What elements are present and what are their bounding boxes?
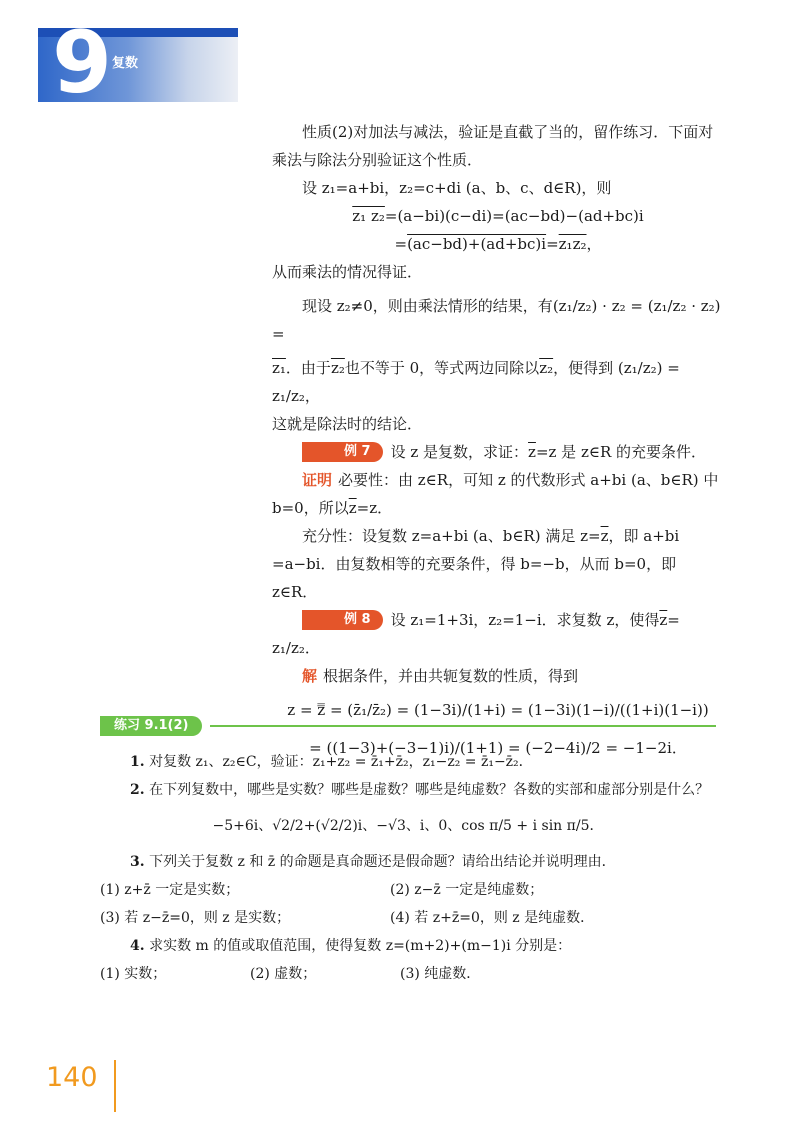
exercise-3 (100, 848, 716, 876)
solution-equation-1: z = z̿ = (z̄₁/z̄₂) = (1−3i)/(1+i) = (1−3i)(1−i)/((1+i)(1−i)) (287, 701, 709, 719)
exercise-3-item-2: (2) z−z̄ 一定是纯虚数； (390, 882, 544, 898)
equation-2-comma: ， (586, 235, 602, 253)
solution-equation-2: = ((1−3)+(−3−1)i)/(1+1) = (−2−4i)/2 = −1−2i． (309, 739, 687, 757)
division-formula: (z₁/z₂) · z₂ = (z₁/z₂ · z₂) = (272, 297, 721, 343)
exercise-list (100, 748, 716, 988)
text-segment: ．由于 (285, 359, 331, 377)
page-number-rule (114, 1060, 116, 1112)
exercise-3-row-1 (100, 876, 716, 904)
exercise-number: 1. (130, 754, 145, 770)
chapter-number: 9 (52, 13, 112, 113)
equation-1-lhs: z₁ z₂ (352, 207, 385, 225)
z2-conj: z₂ (330, 359, 345, 377)
exercise-4-item-3: (3) 纯虚数． (400, 966, 481, 982)
example-7 (272, 438, 724, 466)
exercise-title: 练习 9.1(2) (100, 716, 202, 736)
exercise-number: 4. (130, 938, 145, 954)
text-segment: = z₁/z₂． (272, 611, 680, 657)
z-conj: $\overline{z}$ (659, 611, 668, 629)
text-segment: ，即 a+bi =a−bi．由复数相等的充要条件，得 b=−b，从而 b=0，即 z∈R． (272, 527, 680, 601)
z1-conj: z₁ (272, 359, 286, 377)
exercise-3-item-3: (3) 若 z−z̄=0，则 z 是实数； (100, 910, 291, 926)
exercise-rule (210, 725, 716, 727)
proof-label: 证明 (302, 471, 333, 489)
z2-conj-2: z₂ (539, 359, 554, 377)
exercise-text: 对复数 z₁、z₂∈C，验证：z₁+z₂ = z̄₁+z̄₂，z₁−z₂ = z̄₁−z̄₂． (149, 754, 533, 770)
paragraph-intro: 性质(2)对加法与减法，验证是直截了当的，留作练习．下面对乘法与除法分别验证这个性质． (272, 123, 714, 169)
text-segment: ，便得到 (z₁/z₂) = z₁/z₂， (272, 359, 680, 405)
z-conj: $\overline{z}$ (528, 443, 536, 461)
exercise-1 (100, 748, 716, 776)
text-segment: 设 z₁=1+3i，z₂=1−i．求复数 z，使得 (390, 611, 660, 629)
exercise-number: 3. (130, 854, 145, 870)
text-segment: =z． (356, 499, 393, 517)
exercise-text: 下列关于复数 z 和 z̄ 的命题是真命题还是假命题？请给出结论并说明理由． (149, 854, 616, 870)
exercise-2 (100, 776, 716, 804)
example-8-tag: 例 8 (302, 610, 383, 630)
equation-1-rhs: =(a−bi)(c−di)=(ac−bd)−(ad+bc)i (384, 207, 644, 225)
text-segment: 设 z 是复数，求证： (390, 443, 529, 461)
solution-label: 解 (302, 667, 318, 685)
paragraph-setup: 设 z₁=a+bi，z₂=c+di (a、b、c、d∈R)，则 (302, 179, 612, 197)
exercise-header (100, 716, 716, 736)
text-segment: 也不等于 0，等式两边同除以 (344, 359, 540, 377)
text-segment: 必要性：由 z∈R，可知 z 的代数形式 a+bi (a、b∈R) 中 b=0，所以 (272, 471, 719, 517)
solution-intro (272, 662, 724, 690)
example-8 (272, 606, 724, 662)
equation-2 (272, 230, 724, 258)
exercise-4-options (100, 960, 716, 988)
exercise-3-row-2 (100, 904, 716, 932)
exercise-number: 2. (130, 782, 145, 798)
equation-2-eq: = (394, 235, 408, 253)
text-segment: 充分性：设复数 z=a+bi (a、b∈R) 满足 z= (302, 527, 601, 545)
equation-1 (272, 202, 724, 230)
paragraph-division-2 (272, 354, 724, 410)
z-conj: $\overline{z}$ (600, 527, 609, 545)
chapter-title: 复数 (112, 56, 139, 71)
proof-necessity (272, 466, 724, 522)
exercise-4 (100, 932, 716, 960)
proof-sufficiency (272, 522, 724, 606)
equation-2-z1z2: z₁z₂ (558, 235, 587, 253)
division-text: 现设 z₂≠0，则由乘法情形的结果，有 (302, 297, 553, 315)
paragraph-division (272, 292, 724, 348)
exercise-3-item-1: (1) z+z̄ 一定是实数； (100, 882, 240, 898)
text-segment: 根据条件，并由共轭复数的性质，得到 (323, 667, 579, 685)
exercise-text: 求实数 m 的值或取值范围，使得复数 z=(m+2)+(m−1)i 分别是： (149, 938, 572, 954)
z-conj: $\overline{z}$ (348, 499, 357, 517)
main-content (272, 118, 724, 762)
exercise-3-item-4: (4) 若 z+z̄=0，则 z 是纯虚数． (390, 910, 595, 926)
equation-2-conj: (ac−bd)+(ad+bc)i (407, 235, 547, 253)
example-7-tag: 例 7 (302, 442, 383, 462)
paragraph-conclusion-div: 这就是除法时的结论． (272, 415, 423, 433)
exercise-4-item-1: (1) 实数； (100, 966, 167, 982)
exercise-text: 在下列复数中，哪些是实数？哪些是虚数？哪些是纯虚数？各数的实部和虚部分别是什么？ (149, 782, 710, 798)
exercise-2-list: −5+6i、√2/2+(√2/2)i、−√3、i、0、cos π/5 + i sin π/5． (212, 818, 604, 834)
equation-2-eq2: = (546, 235, 559, 253)
exercise-4-item-2: (2) 虚数； (250, 966, 317, 982)
text-segment: =z 是 z∈R 的充要条件． (535, 443, 707, 461)
paragraph-conclusion-mult: 从而乘法的情况得证． (272, 263, 423, 281)
page-number: 140 (46, 1062, 98, 1093)
